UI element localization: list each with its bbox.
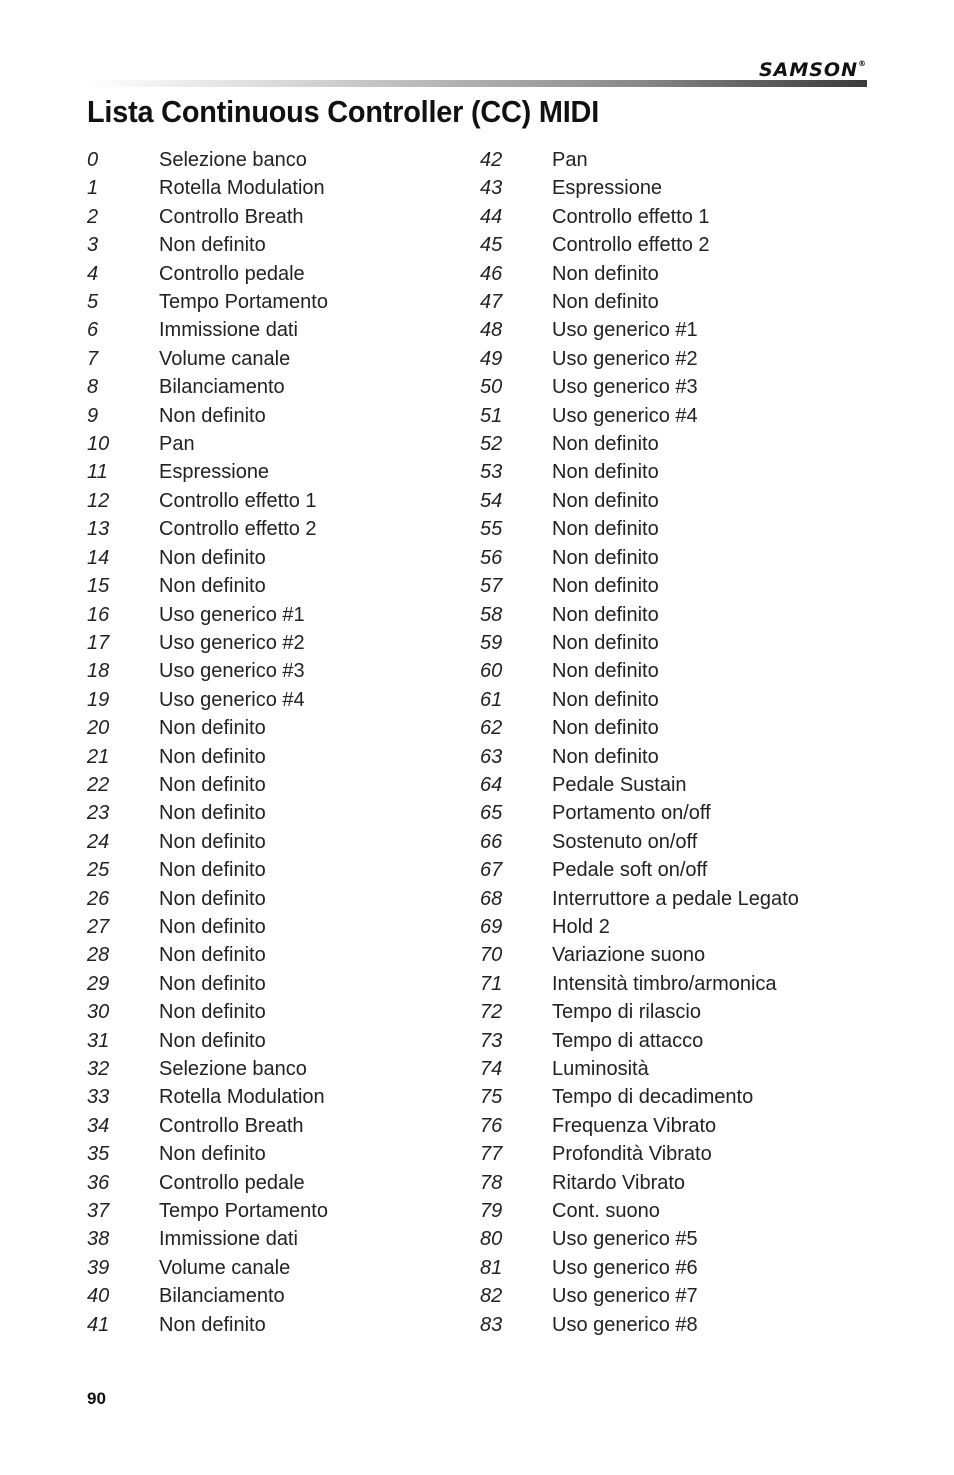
controller-number: 75 [480,1086,503,1109]
controller-name: Selezione banco [159,149,307,171]
controller-number: 12 [87,489,110,512]
controller-number: 62 [480,717,503,740]
controller-number: 8 [87,376,99,399]
controller-name: Pan [159,433,195,456]
controller-name: Non definito [552,717,659,740]
controller-name: Uso generico #4 [159,688,305,711]
controller-name: Immissione dati [159,319,298,342]
controller-number: 35 [87,1143,110,1166]
controller-name: Controllo effetto 1 [552,205,710,228]
controller-number: 48 [480,319,503,342]
controller-number: 2 [87,205,99,228]
controller-number: 79 [480,1200,503,1223]
controller-name: Non definito [552,631,659,654]
controller-number: 28 [87,944,110,967]
controller-number: 38 [87,1228,110,1251]
controller-number: 51 [480,404,503,427]
controller-name: Controllo effetto 2 [159,518,317,541]
controller-number: 46 [480,262,503,285]
controller-number: 63 [480,745,503,768]
controller-name: Volume canale [159,347,291,370]
controller-name: Non definito [159,404,266,427]
controller-name: Non definito [159,915,266,938]
controller-name: Bilanciamento [159,376,285,399]
controller-number: 0 [87,149,99,171]
controller-name: Uso generico #1 [159,603,305,626]
controller-name: Non definito [159,234,266,257]
controller-number: 4 [87,262,99,285]
controller-name: Non definito [159,859,266,882]
controller-number: 47 [480,291,503,314]
controller-number: 43 [480,177,503,200]
page-title: Lista Continuous Controller (CC) MIDI [87,94,600,129]
controller-number: 20 [87,717,110,740]
controller-name: Tempo Portamento [159,1200,328,1223]
controller-name: Non definito [159,1313,266,1336]
controller-name: Controllo effetto 2 [552,234,710,257]
controller-number: 64 [480,773,503,796]
controller-name: Non definito [159,546,266,569]
controller-number: 11 [87,461,108,484]
controller-number: 29 [87,972,110,995]
controller-name: Non definito [552,262,659,285]
controller-name: Uso generico #6 [552,1256,698,1279]
controller-number: 69 [480,915,503,938]
controller-number: 18 [87,660,110,683]
controller-name: Pan [552,149,588,171]
controller-name: Non definito [159,1143,266,1166]
controller-name: Uso generico #3 [552,376,698,399]
controller-name: Tempo di rilascio [552,1001,701,1024]
controller-name: Pedale soft on/off [552,859,708,882]
controller-number: 41 [87,1313,110,1336]
controller-name: Cont. suono [552,1200,660,1223]
controller-name: Uso generico #3 [159,660,305,683]
controller-name: Sostenuto on/off [552,830,698,853]
controller-name: Non definito [159,802,266,825]
controller-name: Uso generico #8 [552,1313,698,1336]
controller-name: Controllo pedale [159,1171,305,1194]
controller-number: 81 [480,1256,503,1279]
controller-number: 78 [480,1171,503,1194]
controller-name: Profondità Vibrato [552,1143,712,1166]
controller-name: Non definito [552,433,659,456]
controller-name: Non definito [552,688,659,711]
controller-name: Portamento on/off [552,802,711,825]
controller-number: 58 [480,603,503,626]
controller-name: Volume canale [159,1256,291,1279]
controller-number: 72 [480,1001,503,1024]
controller-name: Pedale Sustain [552,773,687,796]
controller-number: 27 [87,915,110,938]
controller-name: Uso generico #2 [159,631,305,654]
controller-number: 24 [87,830,110,853]
controller-name: Uso generico #2 [552,347,698,370]
controller-name: Non definito [552,603,659,626]
controller-number: 60 [480,660,503,683]
controller-number: 21 [87,745,110,768]
controller-name: Non definito [159,1029,266,1052]
page-number: 90 [87,1389,106,1408]
controller-name: Variazione suono [552,944,706,967]
controller-name: Non definito [159,887,266,910]
controller-number: 61 [480,688,503,711]
controller-number: 37 [87,1200,110,1223]
controller-number: 54 [480,489,503,512]
header-rule [87,80,867,87]
controller-name: Espressione [552,177,663,200]
controller-name: Immissione dati [159,1228,298,1251]
controller-number: 66 [480,830,503,853]
trademark-symbol: ® [858,59,867,68]
controller-number: 59 [480,631,503,654]
controller-name: Intensità timbro/armonica [552,972,777,995]
controller-number: 77 [480,1143,503,1166]
controller-number: 16 [87,603,110,626]
samson-logo [759,59,867,81]
controller-name: Selezione banco [159,1058,307,1080]
controller-name: Non definito [552,660,659,683]
controller-number: 53 [480,461,503,484]
controller-number: 56 [480,546,503,569]
controller-name: Controllo effetto 1 [159,489,317,512]
controller-name: Non definito [552,489,659,512]
controller-name: Non definito [159,717,266,740]
controller-number: 15 [87,575,110,598]
controller-number: 17 [87,631,110,654]
controller-name: Espressione [159,461,270,484]
controller-number: 74 [480,1058,503,1080]
controller-number: 83 [480,1313,503,1336]
controller-name: Rotella Modulation [159,177,325,200]
controller-name: Controllo Breath [159,1114,304,1137]
controller-name: Uso generico #4 [552,404,698,427]
controller-number: 80 [480,1228,503,1251]
controller-number: 6 [87,319,99,342]
controller-name: Non definito [552,546,659,569]
controller-name: Non definito [552,575,659,598]
controller-number: 76 [480,1114,503,1137]
controller-number: 50 [480,376,503,399]
controller-name: Non definito [552,461,659,484]
controller-number: 22 [87,773,110,796]
controller-name: Non definito [552,518,659,541]
controller-name: Tempo Portamento [159,291,328,314]
controller-number: 14 [87,546,110,569]
controller-number: 73 [480,1029,503,1052]
controller-name: Non definito [552,291,659,314]
controller-name: Tempo di attacco [552,1029,704,1052]
controller-number: 36 [87,1171,110,1194]
controller-number: 5 [87,291,99,314]
controller-number: 44 [480,205,503,228]
controller-number: 10 [87,433,110,456]
controller-name: Non definito [159,972,266,995]
controller-number: 65 [480,802,503,825]
controller-name: Controllo pedale [159,262,305,285]
controller-number: 67 [480,859,503,882]
controller-number: 68 [480,887,503,910]
controller-number: 82 [480,1285,503,1308]
controller-name: Interruttore a pedale Legato [552,887,799,910]
controller-name: Luminosità [552,1058,649,1080]
controller-name: Bilanciamento [159,1285,285,1308]
controller-number: 45 [480,234,503,257]
controller-name: Rotella Modulation [159,1086,325,1109]
controller-number: 30 [87,1001,110,1024]
controller-number: 55 [480,518,503,541]
controller-name: Non definito [159,1001,266,1024]
controller-number: 1 [87,177,99,200]
controller-name: Ritardo Vibrato [552,1171,686,1194]
controller-number: 7 [87,347,99,370]
controller-number: 42 [480,149,503,171]
controller-name: Non definito [552,745,659,768]
controller-name: Non definito [159,745,266,768]
controller-number: 57 [480,575,503,598]
controller-number: 49 [480,347,503,370]
controller-name: Uso generico #1 [552,319,698,342]
controller-number: 34 [87,1114,110,1137]
controller-name: Tempo di decadimento [552,1086,754,1109]
controller-name: Non definito [159,575,266,598]
controller-name: Frequenza Vibrato [552,1114,717,1137]
controller-number: 71 [480,972,503,995]
controller-name: Non definito [159,830,266,853]
controller-number: 52 [480,433,503,456]
controller-number: 31 [87,1029,110,1052]
controller-name: Hold 2 [552,915,610,938]
controller-number: 39 [87,1256,110,1279]
controller-number: 9 [87,404,99,427]
controller-number: 3 [87,234,99,257]
controller-number: 19 [87,688,110,711]
controller-number: 25 [87,859,110,882]
controller-number: 26 [87,887,110,910]
controller-number: 32 [87,1058,110,1080]
controller-number: 33 [87,1086,110,1109]
controller-name: Controllo Breath [159,205,304,228]
controller-name: Uso generico #7 [552,1285,698,1308]
logo-text: SAMSON [758,59,858,81]
controller-name: Non definito [159,944,266,967]
controller-name: Uso generico #5 [552,1228,698,1251]
controller-name: Non definito [159,773,266,796]
controller-number: 23 [87,802,110,825]
controller-number: 40 [87,1285,110,1308]
controller-number: 70 [480,944,503,967]
controller-number: 13 [87,518,110,541]
